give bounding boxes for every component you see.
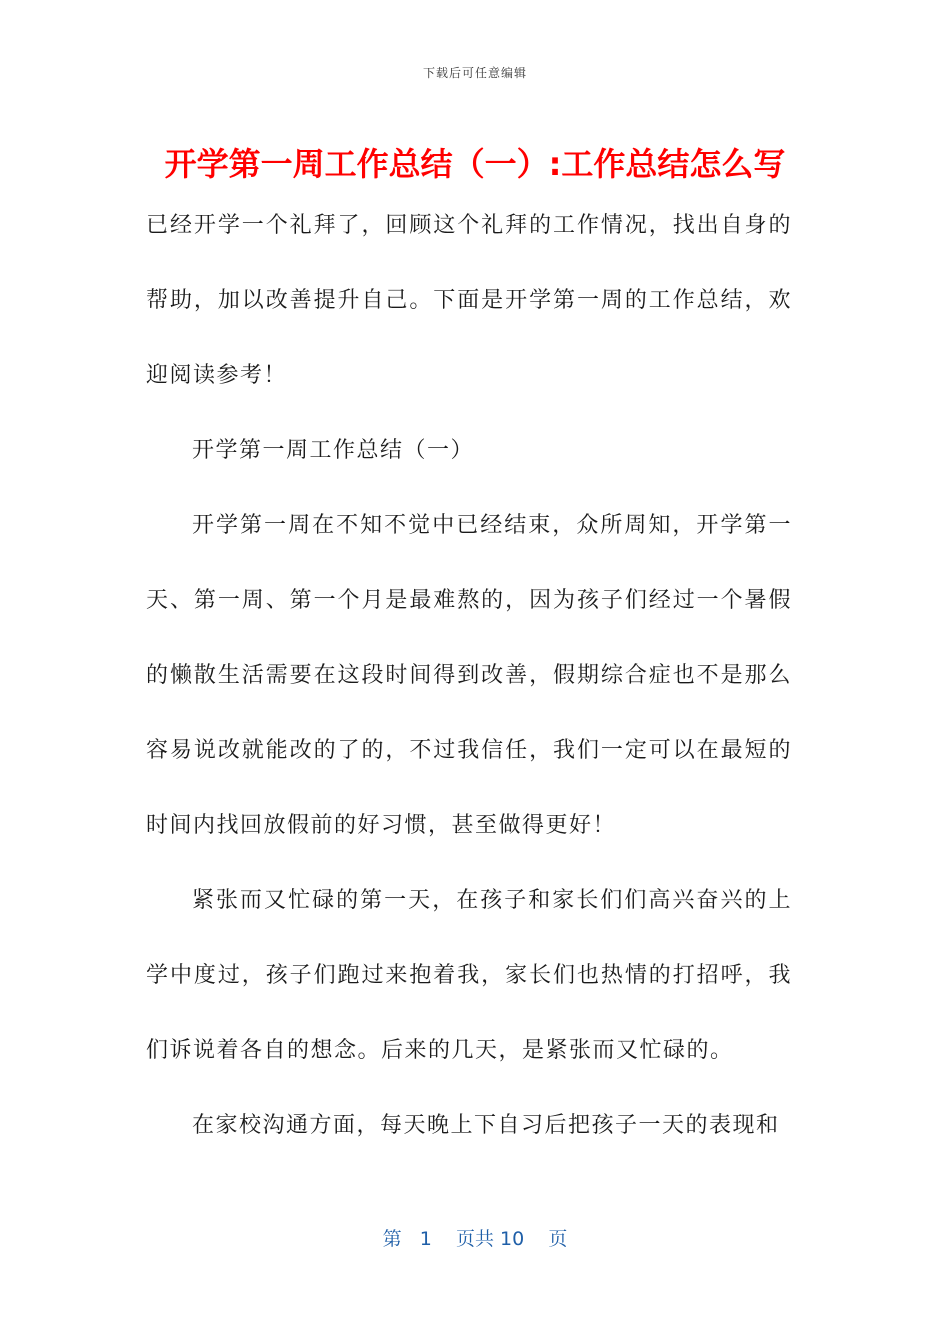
section-heading: 开学第一周工作总结（一） [192, 438, 475, 463]
paragraph: 紧张而又忙碌的第一天，在孩子和家长们们高兴奋兴的上学中度过，孩子们跑过来抱着我，家长们也热情的打招呼，我们诉说着各自的想念。后来的几天，是紧张而又忙碌的。 [146, 888, 792, 1063]
paragraph: 在家校沟通方面，每天晚上下自习后把孩子一天的表现和 [192, 1113, 780, 1138]
footer-page-number: 1 [419, 1228, 432, 1250]
document-title: 开学第一周工作总结（一）:工作总结怎么写 [164, 145, 786, 183]
footer-total-pages: 10 [500, 1228, 525, 1250]
footer-middle: 页共 [455, 1228, 494, 1250]
document-body [146, 188, 792, 1163]
footer-prefix: 第 [382, 1228, 402, 1250]
page-footer [0, 1224, 950, 1251]
paragraph-intro: 已经开学一个礼拜了，回顾这个礼拜的工作情况，找出自身的帮助，加以改善提升自己。下面是开学第一周的工作总结，欢迎阅读参考！ [146, 213, 792, 388]
header-note: 下载后可任意编辑 [422, 66, 527, 80]
footer-suffix: 页 [548, 1228, 568, 1250]
paragraph: 开学第一周在不知不觉中已经结束，众所周知，开学第一天、第一周、第一个月是最难熬的，因为孩子们经过一个暑假的懒散生活需要在这段时间得到改善，假期综合症也不是那么容易说改就能改的了的，不过我信任，我们一定可以在最短的时间内找回放假前的好习惯，甚至做得更好！ [146, 513, 792, 838]
